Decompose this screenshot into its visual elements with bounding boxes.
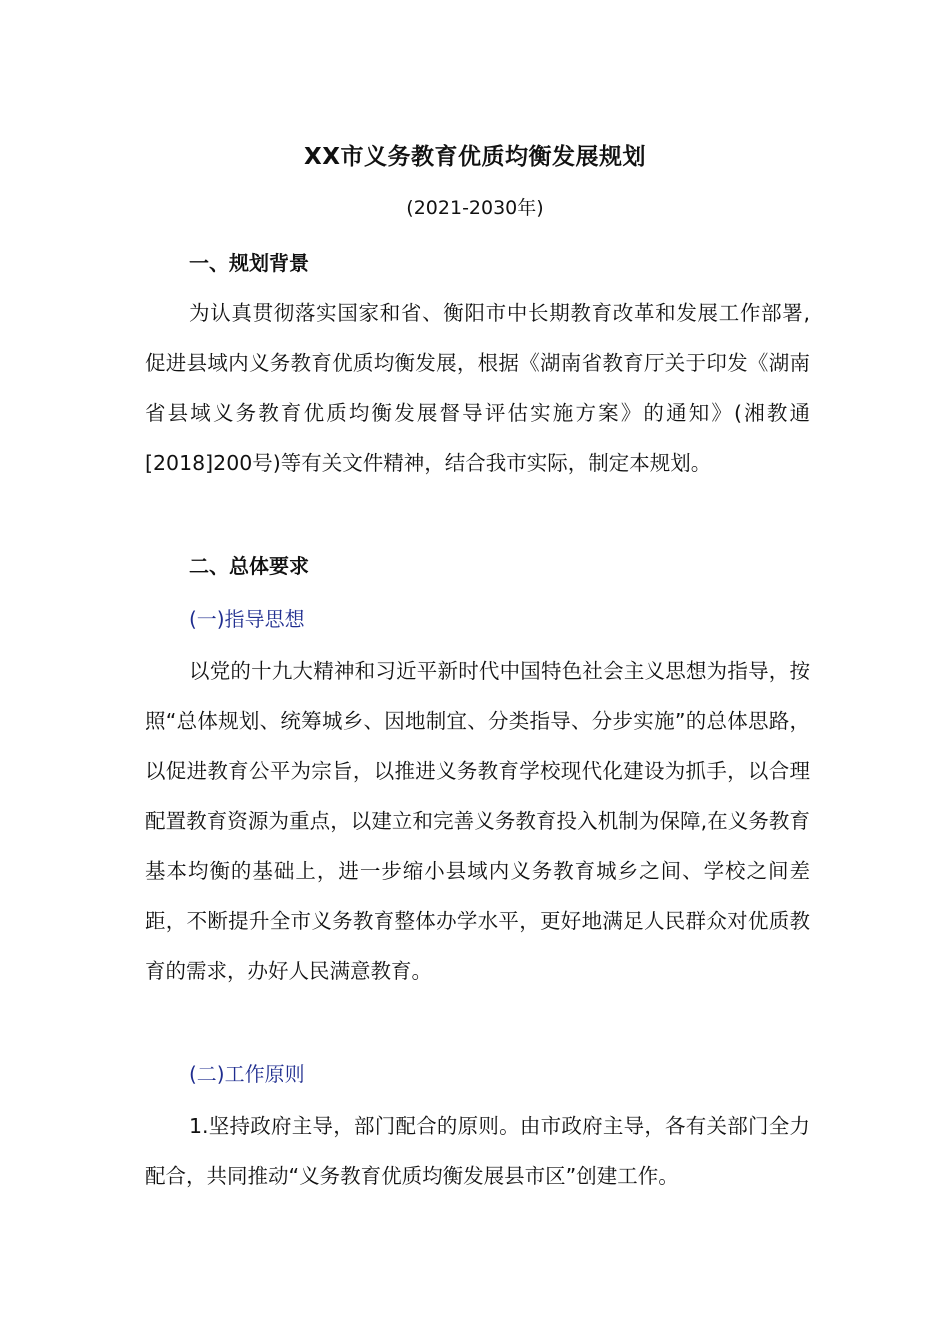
section-heading-background: 一、规划背景	[189, 251, 309, 275]
paragraph-background: 为认真贯彻落实国家和省、衡阳市中长期教育改革和发展工作部署,促进县域内义务教育优质均衡发展，根据《湖南省教育厅关于印发《湖南省县域义务教育优质均衡发展督导评估实施方案》的通知》(湘教通[2018]200号)等有关文件精神，结合我市实际，制定本规划。	[145, 301, 810, 475]
paragraph-work-principles: 1.坚持政府主导，部门配合的原则。由市政府主导，各有关部门全力配合，共同推动“义务教育优质均衡发展县市区”创建工作。	[145, 1114, 810, 1188]
subsection-heading-guiding-ideology: (一)指导思想	[189, 607, 305, 631]
paragraph-guiding-ideology: 以党的十九大精神和习近平新时代中国特色社会主义思想为指导，按照“总体规划、统筹城乡、因地制宜、分类指导、分步实施”的总体思路，以促进教育公平为宗旨，以推进义务教育学校现代化建设为抓手，以合理配置教育资源为重点，以建立和完善义务教育投入机制为保障,在义务教育基本均衡的基础上，进一步缩小县域内义务教育城乡之间、学校之间差距，不断提升全市义务教育整体办学水平，更好地满足人民群众对优质教育的需求，办好人民满意教育。	[145, 659, 810, 983]
section-heading-general-requirements: 二、总体要求	[189, 554, 309, 578]
subsection-heading-work-principles: (二)工作原则	[189, 1062, 305, 1086]
document-title: XX市义务教育优质均衡发展规划	[304, 144, 646, 170]
document-subtitle: (2021-2030年)	[406, 197, 544, 219]
